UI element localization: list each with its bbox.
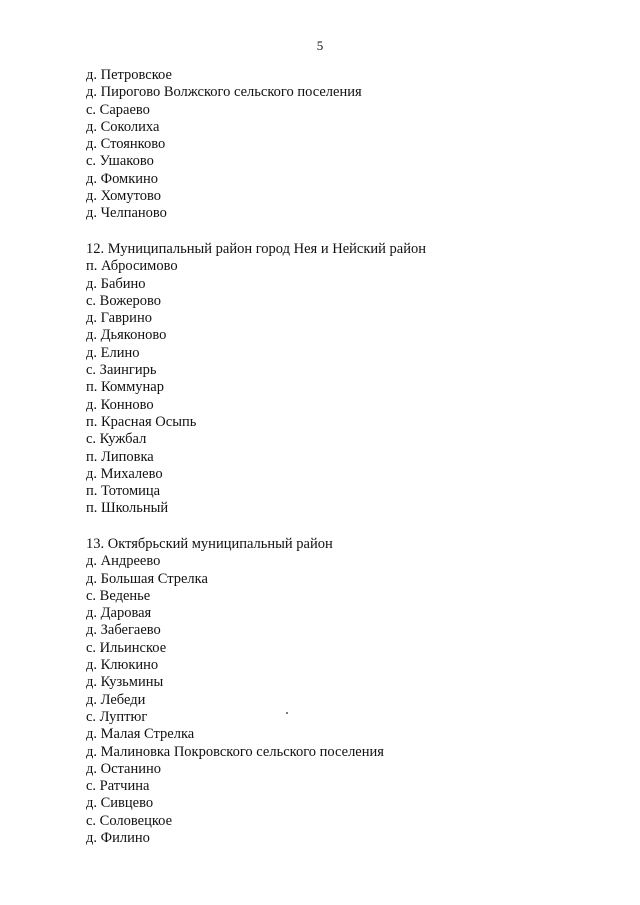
page-number: 5 — [316, 38, 324, 53]
list-item: д. Пирогово Волжского сельского поселения — [86, 84, 362, 101]
list-item: д. Бабино — [86, 275, 146, 292]
section-12-list — [86, 241, 586, 518]
settlement-list-continued — [86, 67, 586, 223]
list-item: д. Сивцево — [86, 795, 154, 812]
section-heading: 12. Муниципальный район город Нея и Нейский район — [86, 241, 426, 257]
list-item: с. Соловецкое — [86, 812, 173, 829]
list-item: д. Останино — [86, 760, 162, 777]
list-item: д. Андреево — [86, 553, 161, 570]
list-item: с. Ильинское — [86, 639, 167, 656]
list-item: д. Стоянково — [86, 136, 166, 153]
list-item: п. Липовка — [86, 448, 154, 465]
list-item: с. Ратчина — [86, 778, 150, 795]
list-item: с. Вожерово — [86, 292, 162, 309]
scan-speck — [286, 712, 288, 714]
list-item: д. Соколиха — [86, 118, 160, 135]
list-item: с. Кужбал — [86, 431, 147, 448]
list-item: д. Малиновка Покровского сельского поселения — [86, 743, 384, 760]
section-13-list — [86, 536, 586, 847]
list-item: д. Лебеди — [86, 691, 146, 708]
section-heading: 13. Октябрьский муниципальный район — [86, 536, 333, 552]
list-item: д. Забегаево — [86, 622, 161, 639]
list-item: п. Абросимово — [86, 258, 178, 275]
list-item: д. Даровая — [86, 605, 152, 622]
list-item: д. Челпаново — [86, 205, 167, 222]
list-item: д. Дьяконово — [86, 327, 167, 344]
list-item: д. Хомутово — [86, 188, 161, 205]
list-item: д. Кузьмины — [86, 674, 164, 691]
list-item: п. Красная Осыпь — [86, 413, 197, 430]
list-item: п. Школьный — [86, 500, 169, 517]
list-item: с. Веденье — [86, 587, 151, 604]
list-item: с. Заингирь — [86, 362, 157, 379]
list-item: д. Малая Стрелка — [86, 726, 195, 743]
list-item: с. Луптюг — [86, 708, 148, 725]
list-item: д. Михалево — [86, 465, 163, 482]
list-item: д. Петровское — [86, 67, 172, 83]
list-item: д. Клюкино — [86, 657, 159, 674]
list-item: д. Конново — [86, 396, 154, 413]
list-item: д. Елино — [86, 344, 140, 361]
list-item: с. Ушаково — [86, 153, 154, 170]
list-item: д. Гаврино — [86, 310, 152, 327]
list-item: д. Фомкино — [86, 170, 159, 187]
list-item: с. Сараево — [86, 101, 150, 118]
list-item: д. Большая Стрелка — [86, 570, 208, 587]
list-item: п. Коммунар — [86, 379, 164, 396]
list-item: д. Филино — [86, 830, 150, 847]
list-item: п. Тотомица — [86, 483, 161, 500]
